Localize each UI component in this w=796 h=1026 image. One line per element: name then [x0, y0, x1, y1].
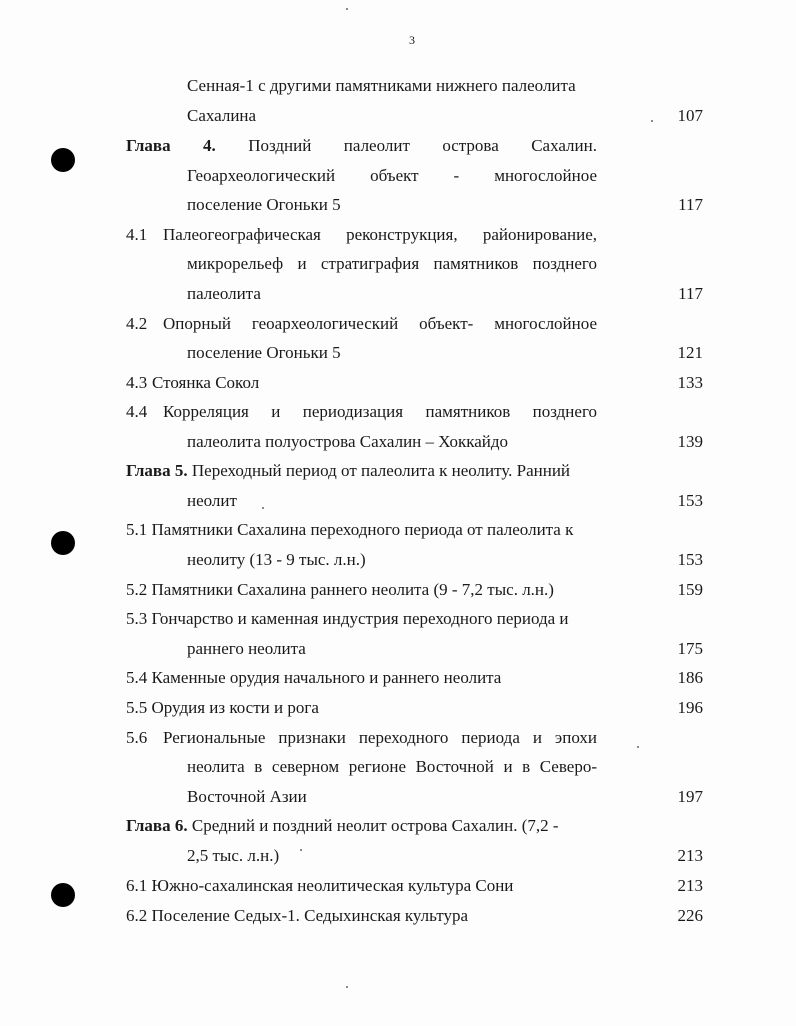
chapter-label: Глава 5.	[126, 461, 188, 480]
toc-entry-text	[126, 876, 513, 896]
toc-page-ref: 133	[677, 373, 703, 392]
toc-entry-text: неолита в северном регионе Восточной и в Северо-	[187, 757, 597, 776]
toc-entry-text: Средний и поздний неолит острова Сахалин. (7,2 -	[191, 816, 559, 835]
toc-page-ref: 117	[678, 284, 703, 303]
chapter-title-word: палеолит	[343, 136, 410, 155]
toc-entry-text	[126, 609, 569, 629]
toc-entry-title: Гончарство и каменная индустрия переходного периода и	[151, 609, 569, 628]
toc-page-ref: 226	[677, 906, 703, 925]
toc-entry-text: микрорельеф и стратиграфия памятников позднего	[187, 254, 597, 273]
toc-entry-text: Опорный геоархеологический объект- многослойное	[163, 314, 597, 333]
toc-page-ref: 213	[677, 876, 703, 895]
toc-section-number: 5.4	[126, 668, 148, 687]
toc-page-ref: 139	[677, 432, 703, 451]
toc-entry-text: неолиту (13 - 9 тыс. л.н.)	[187, 550, 366, 569]
toc-section-number: 5.3	[126, 609, 148, 628]
toc-page-ref: 153	[677, 491, 703, 510]
toc-page-ref: 121	[677, 343, 703, 362]
toc-entry-title: Памятники Сахалина раннего неолита (9 - 7,2 тыс. л.н.)	[151, 580, 554, 599]
binder-hole-3	[51, 883, 75, 907]
toc-entry-text: Геоархеологический объект - многослойное	[187, 166, 597, 185]
toc-page-ref: 197	[677, 787, 703, 806]
toc-entry-text	[126, 906, 468, 926]
scan-speck	[300, 849, 302, 851]
toc-entry-text: палеолита полуострова Сахалин – Хоккайдо	[187, 432, 509, 451]
chapter-label: Глава 6.	[126, 816, 188, 835]
toc-page-ref: 175	[677, 639, 703, 658]
toc-entry-text: Сахалина	[187, 106, 257, 125]
toc-section-number: 4.4	[126, 402, 148, 421]
toc-entry-text: неолит	[187, 491, 237, 510]
toc-section-number: 4.1	[126, 225, 148, 244]
toc-chapter-heading	[126, 136, 597, 156]
toc-entry-text: Корреляция и периодизация памятников позднего	[163, 402, 597, 421]
scan-speck	[346, 8, 348, 10]
toc-entry-text: палеолита	[187, 284, 261, 303]
binder-hole-2	[51, 531, 75, 555]
toc-entry-title: Каменные орудия начального и раннего неолита	[151, 668, 502, 687]
toc-section-number: 4.3	[126, 373, 148, 392]
toc-page-ref: 196	[677, 698, 703, 717]
toc-section-number: 5.6	[126, 728, 148, 747]
toc-entry-text: 2,5 тыс. л.н.)	[187, 846, 280, 865]
binder-hole-1	[51, 148, 75, 172]
toc-entry-title: Памятники Сахалина переходного периода от палеолита к	[151, 520, 574, 539]
toc-entry-text: поселение Огоньки 5	[187, 343, 341, 362]
toc-entry-text	[126, 520, 573, 540]
toc-entry-text: Региональные признаки переходного периода и эпохи	[163, 728, 597, 747]
toc-entry-text	[126, 668, 501, 688]
scan-speck	[346, 986, 348, 988]
scan-speck	[637, 746, 639, 748]
toc-section-number: 6.2	[126, 906, 148, 925]
toc-entry-text: Восточной Азии	[187, 787, 307, 806]
toc-entry-text: Палеогеографическая реконструкция, районирование,	[163, 225, 597, 244]
toc-entry-title: Поселение Седых-1. Седыхинская культура	[151, 906, 469, 925]
toc-entry-title: Южно-сахалинская неолитическая культура Сони	[151, 876, 514, 895]
toc-page-ref: 186	[677, 668, 703, 687]
toc-entry-text	[126, 698, 319, 718]
toc-entry-text: Переходный период от палеолита к неолиту. Ранний	[191, 461, 571, 480]
page-number: 3	[409, 33, 415, 47]
toc-entry-text: раннего неолита	[187, 639, 306, 658]
toc-section-number: 5.5	[126, 698, 148, 717]
chapter-number: 4.	[203, 136, 216, 155]
toc-chapter-heading	[126, 461, 570, 481]
toc-chapter-heading	[126, 816, 559, 836]
toc-page-ref: 159	[677, 580, 703, 599]
chapter-title-word: острова	[442, 136, 499, 155]
toc-entry-text	[126, 580, 554, 600]
chapter-title-word: Сахалин.	[531, 136, 597, 155]
toc-section-number: 6.1	[126, 876, 148, 895]
toc-entry-text: Сенная-1 с другими памятниками нижнего палеолита	[187, 76, 576, 95]
chapter-label: Глава	[126, 136, 171, 155]
toc-section-number: 5.2	[126, 580, 148, 599]
chapter-title-word: Поздний	[248, 136, 312, 155]
toc-page-ref: 117	[678, 195, 703, 214]
toc-section-number: 5.1	[126, 520, 148, 539]
toc-section-number: 4.2	[126, 314, 148, 333]
scan-speck	[651, 120, 653, 122]
toc-entry-title: Орудия из кости и рога	[151, 698, 319, 717]
toc-page-ref: 107	[677, 106, 703, 125]
scan-speck	[262, 507, 264, 509]
toc-entry-text: поселение Огоньки 5	[187, 195, 341, 214]
toc-page-ref: 213	[677, 846, 703, 865]
toc-page-ref: 153	[677, 550, 703, 569]
toc-entry-text: Стоянка Сокол	[152, 373, 260, 392]
